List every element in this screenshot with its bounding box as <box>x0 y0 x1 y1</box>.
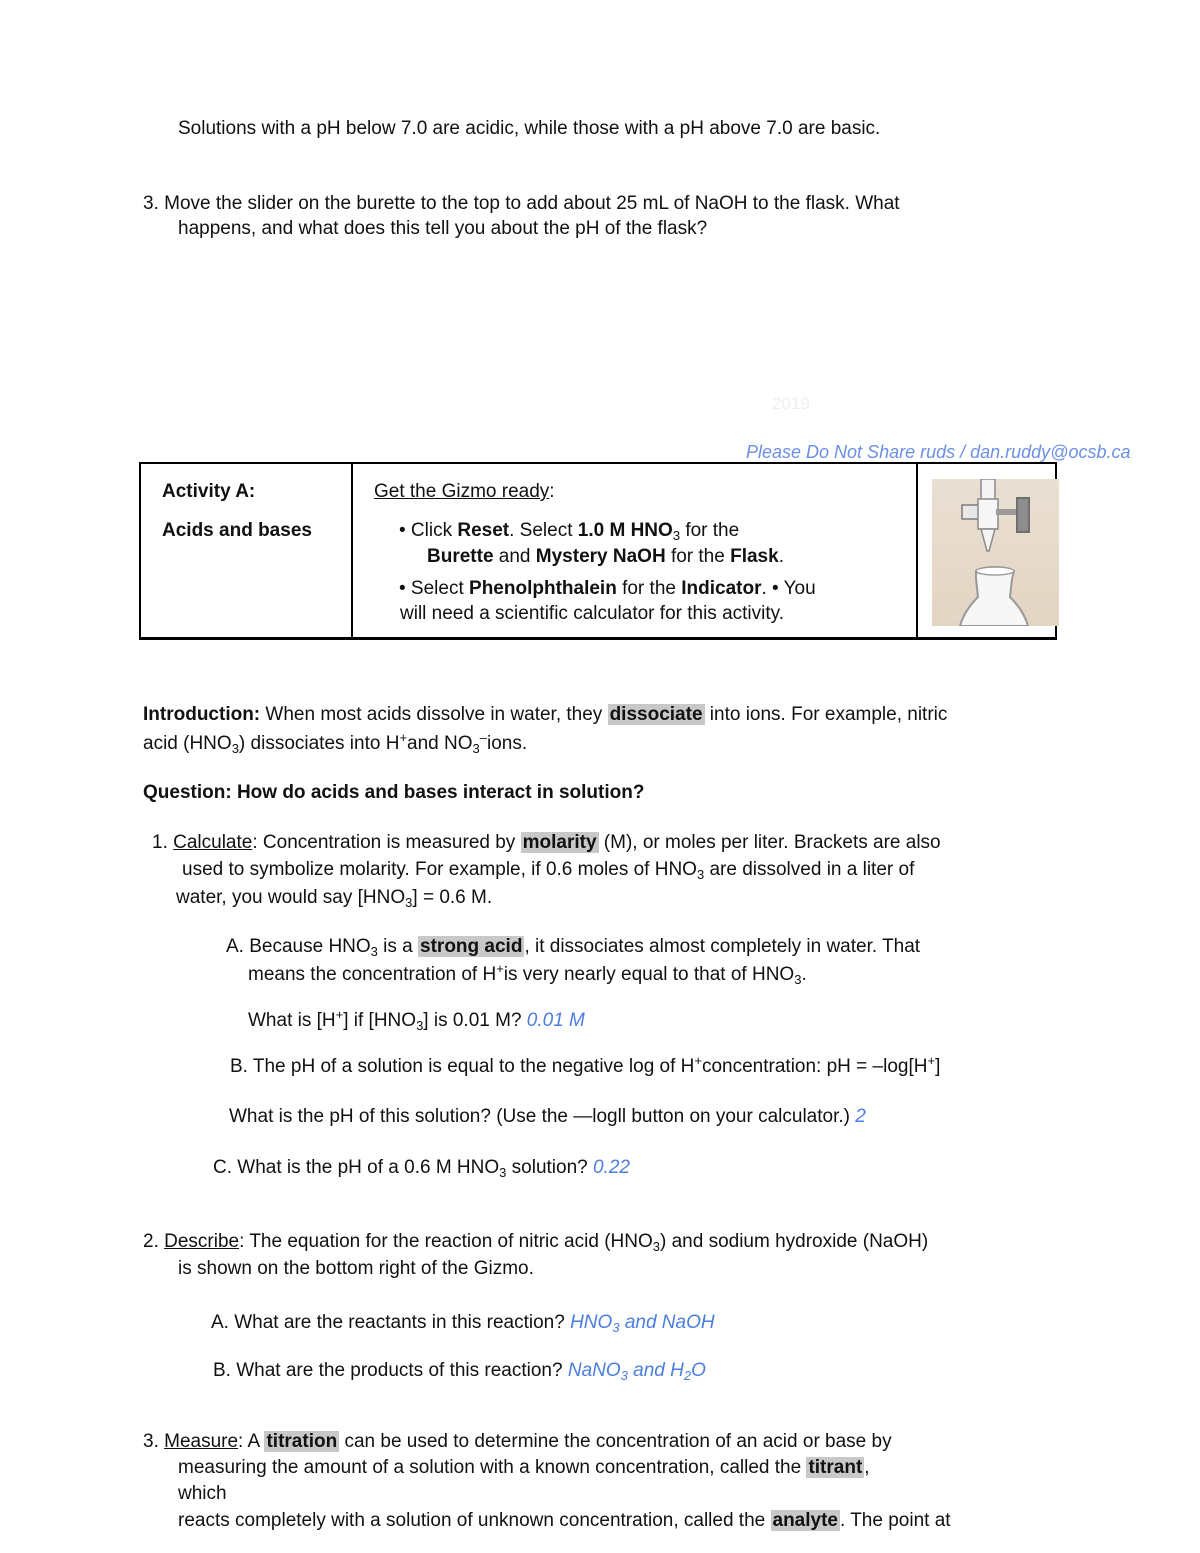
term-dissociate: dissociate <box>609 704 703 725</box>
introduction-paragraph: Introduction: When most acids dissolve in water, they dissociate into ions. For example, nitric <box>143 704 948 725</box>
answer-2a: $HNO_3$ and NaOH <box>570 1312 715 1335</box>
instruction-bullet-1-cont: Burette and Mystery NaOH for the Flask. <box>427 546 784 567</box>
term-analyte: analyte <box>772 1510 838 1531</box>
column-divider <box>351 464 353 637</box>
guiding-question: Question: How do acids and bases interact in solution? <box>143 782 645 803</box>
question-3-measure: 3. Measure: A titration can be used to determine the concentration of an acid or base by <box>143 1431 892 1452</box>
question-1: 1. Calculate: Concentration is measured by molarity (M), or moles per liter. Brackets are also <box>152 832 941 853</box>
answer-1c: 0.22 <box>593 1157 630 1178</box>
term-titrant: titrant <box>808 1457 863 1478</box>
question-1-line3: water, you would say $[HNO_3] = 0.6$ M. <box>176 887 493 910</box>
question-2a: A. What are the reactants in this reaction? $HNO_3$ and NaOH <box>211 1312 715 1335</box>
question-2b: B. What are the products of this reaction? NaNO$_3$ and $H_2O$ <box>213 1360 706 1383</box>
share-notice: Please Do Not Share ruds / dan.ruddy@ocsb.ca <box>746 442 1131 462</box>
question-3-line2: happens, and what does this tell you about the pH of the flask? <box>178 218 708 239</box>
question-1b: B. The pH of a solution is equal to the negative log of H+concentration: pH = –log[H+] <box>230 1053 941 1077</box>
activity-subtitle: Acids and bases <box>162 520 312 541</box>
burette-flask-image <box>932 479 1059 626</box>
answer-1b: 2 <box>855 1106 866 1127</box>
question-1a-line2: means the concentration of H+is very nearly equal to that of $HNO_3$. <box>248 961 807 987</box>
question-2-line2: is shown on the bottom right of the Gizmo. <box>178 1258 534 1279</box>
answer-1a: 0.01 M <box>526 1010 585 1031</box>
activity-title: Activity A: <box>162 481 256 502</box>
term-molarity: molarity <box>522 832 597 853</box>
question-3-measure-line4: reacts completely with a solution of unknown concentration, called the analyte . The point at <box>178 1510 951 1531</box>
column-divider <box>916 464 918 637</box>
instruction-bullet-1: • Click Reset. Select 1.0 M $HNO_3$ for the <box>399 520 740 543</box>
gizmo-ready-heading: Get the Gizmo ready: <box>374 481 555 502</box>
activity-box <box>139 462 1057 640</box>
question-3-line1: 3. Move the slider on the burette to the top to add about 25 mL of NaOH to the flask. What <box>143 193 900 214</box>
question-2: 2. Describe: The equation for the reaction of nitric acid $(HNO_3)$ and sodium hydroxide (NaOH) <box>143 1231 929 1254</box>
instruction-bullet-2-cont: will need a scientific calculator for this activity. <box>400 603 785 624</box>
introduction-paragraph-line2: acid $(HNO_3)$ dissociates into H+and $NO_3^-ions$. <box>143 730 528 756</box>
term-strong-acid: strong acid <box>420 936 523 957</box>
term-titration: titration <box>266 1431 338 1452</box>
answer-2b: NaNO$_3$ and $H_2O$ <box>567 1360 706 1383</box>
question-1c: C. What is the pH of a 0.6 M $HNO_3$ solution? 0.22 <box>213 1157 630 1180</box>
intro-statement: Solutions with a pH below 7.0 are acidic, while those with a pH above 7.0 are basic. <box>178 118 881 139</box>
question-1a: A. Because $HNO_3$ is a strong acid , it dissociates almost completely in water. That <box>226 936 921 959</box>
question-1a-prompt: What is [H+] if $[HNO_3]$ is 0.01 M? 0.01 M <box>248 1007 585 1033</box>
instruction-bullet-2: • Select Phenolphthalein for the Indicator. • You <box>399 578 816 599</box>
question-3-measure-line3: which <box>178 1483 227 1504</box>
question-3-measure-line2: measuring the amount of a solution with a known concentration, called the titrant , <box>178 1457 870 1478</box>
watermark-year: 2019 <box>772 394 810 413</box>
question-1b-prompt: What is the pH of this solution? (Use the —logll button on your calculator.) 2 <box>229 1106 866 1127</box>
question-1-line2: used to symbolize molarity. For example, if 0.6 moles of $HNO_3$ are dissolved in a liter of <box>182 859 915 882</box>
